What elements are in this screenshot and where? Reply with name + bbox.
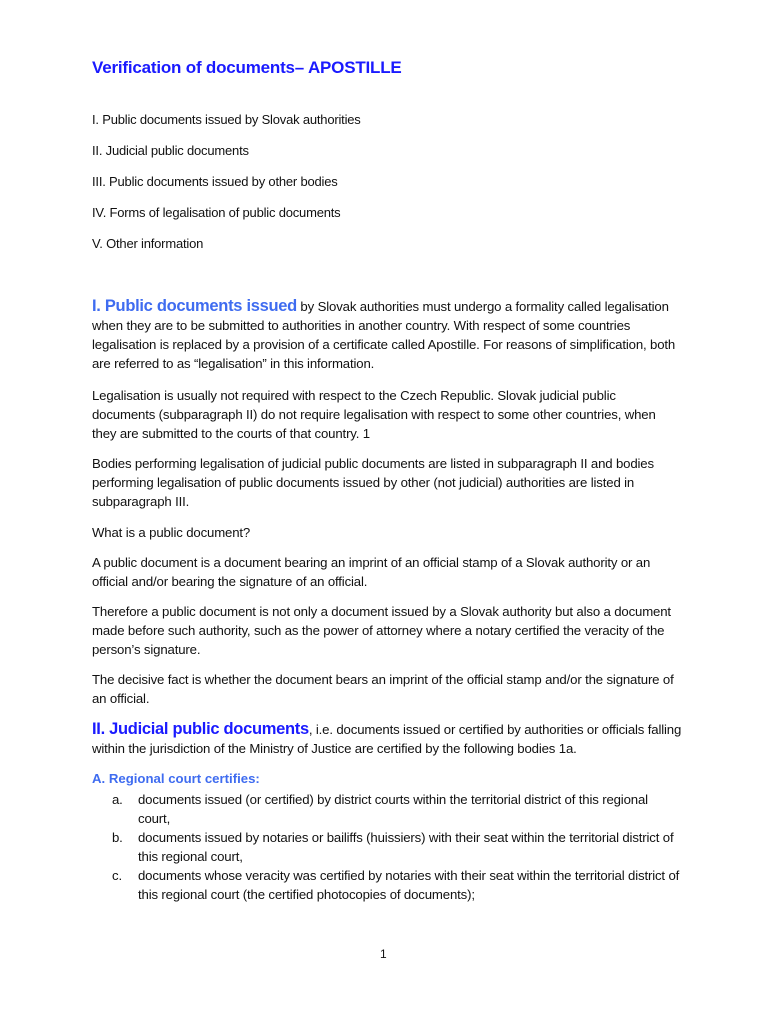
list-item-text: documents issued (or certified) by district courts within the territorial district of this regional court, [138,792,648,826]
section1-paragraph-5: A public document is a document bearing an imprint of an official stamp of a Slovak authority or an official and/or bearing the signature of an official. [92,555,651,589]
list-marker: c. [112,868,122,883]
section2-subheading: A. Regional court certifies: [92,771,260,786]
list-item-text: documents issued by notaries or bailiffs (huissiers) with their seat within the territorial district of this regional court, [138,830,674,864]
list-item [92,866,682,904]
section1-paragraph-7: The decisive fact is whether the document bears an imprint of the official stamp and/or the signature of an official. [92,672,674,706]
toc-item-1: I. Public documents issued by Slovak authorities [92,112,361,127]
toc-item-4: IV. Forms of legalisation of public documents [92,205,341,220]
list-item [92,790,682,828]
section2-intro-text: , i.e. documents issued or certified by authorities or officials falling within the jurisdiction of the Ministry of Justice are certified by the following bodies 1a. [92,722,682,756]
list-marker: b. [112,830,123,845]
section1-paragraph-6: Therefore a public document is not only a document issued by a Slovak authority but also a document made before such authority, such as the power of attorney where a notary certified the veracity of the person’s signature. [92,604,671,657]
list-item-text: documents whose veracity was certified by notaries with their seat within the territorial district of this regional court (the certified photocopies of documents); [138,868,680,902]
section1-paragraph-3: Bodies performing legalisation of judicial public documents are listed in subparagraph II and bodies performing legalisation of public documents issued by other (not judicial) authorities are listed in subparagraph III. [92,456,654,509]
page-number: 1 [380,947,387,961]
section1-intro-text: by Slovak authorities must undergo a formality called legalisation when they are to be submitted to authorities in another country. With respect of some countries legalisation is replaced by a provision of a certificate called Apostille. For reasons of simplification, both are referred to as “legalisation” in this information. [92,299,676,371]
section2-intro [92,720,682,758]
section1-intro [92,297,682,373]
section1-paragraph-2: Legalisation is usually not required with respect to the Czech Republic. Slovak judicial public documents (subparagraph II) do not require legalisation with respect to some other countries, when they are submitted to the courts of that country. 1 [92,388,656,441]
section1-paragraph-4: What is a public document? [92,525,251,540]
list-marker: a. [112,792,123,807]
toc-item-2: II. Judicial public documents [92,143,249,158]
document-title: Verification of documents– APOSTILLE [92,58,402,77]
regional-court-list [92,790,682,904]
toc-item-3: III. Public documents issued by other bodies [92,174,338,189]
list-item [92,828,682,866]
section1-heading: I. Public documents issued [92,297,297,315]
section2-heading: II. Judicial public documents [92,720,309,738]
toc-item-5: V. Other information [92,236,204,251]
